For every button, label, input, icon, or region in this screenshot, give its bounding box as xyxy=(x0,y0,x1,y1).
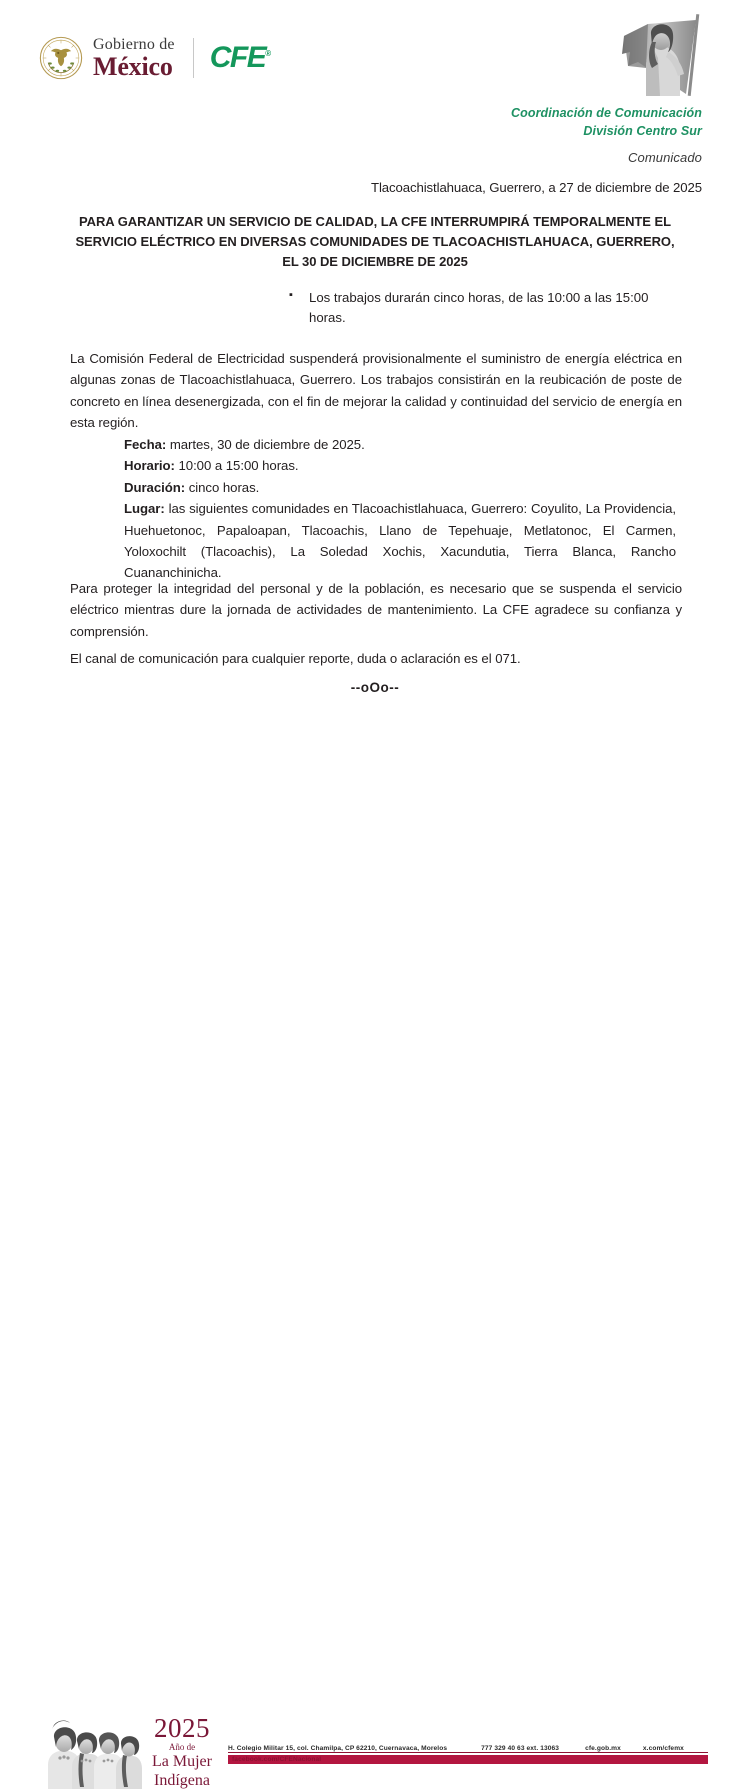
footer-year: 2025 xyxy=(153,1713,210,1743)
detail-label-horario: Horario: xyxy=(124,458,175,474)
gobierno-line2: México xyxy=(93,51,173,81)
footer-facebook-link[interactable]: facebook.com/CFENacional xyxy=(232,1756,322,1763)
coordination-line-1: Coordinación de Comunicación xyxy=(510,106,702,120)
contact-line xyxy=(228,1745,708,1752)
gobierno-line1: Gobierno de xyxy=(93,35,175,53)
comunicado-label: Comunicado xyxy=(628,150,702,166)
paragraph-intro: La Comisión Federal de Electricidad suspenderá provisionalmente el suministro de energía eléctrica en algunas zonas de Tlacoachistlahuaca, Guerrero. Los trabajos consistirán en la reubicación de poste de concreto en línea desenergizada, con el fin de mejorar la calidad y continuidad del servicio de energía en esta región. xyxy=(70,351,682,431)
document-footer xyxy=(0,852,750,1790)
detail-label-duracion: Duración: xyxy=(124,479,186,495)
page-title: PARA GARANTIZAR UN SERVICIO DE CALIDAD, LA CFE INTERRUMPIRÁ TEMPORALMENTE EL SERVICIO ELÉCTRICO EN DIVERSAS COMUNIDADES DE TLACOACHISTLAHUACA, GUERRERO, EL 30 DE DICIEMBRE DE 2025 xyxy=(75,214,675,270)
footer-x-link[interactable]: x.com/cfemx xyxy=(642,1745,684,1752)
detail-row-fecha xyxy=(124,434,676,455)
footer-phone: 777 329 40 63 ext. 13063 xyxy=(481,1745,560,1752)
details-list xyxy=(124,434,676,584)
document-header xyxy=(0,0,750,100)
coordination-heading xyxy=(282,104,702,165)
ano-mujer-indigena-wordmark xyxy=(152,1714,212,1791)
section-separator: --oOo-- xyxy=(350,680,400,695)
footer-name-line2: Indígena xyxy=(154,1772,210,1790)
detail-value-horario: 10:00 a 15:00 horas. xyxy=(174,458,299,474)
mujer-bandera-illustration xyxy=(608,8,718,104)
detail-row-duracion xyxy=(124,477,676,498)
cfe-logo xyxy=(210,43,271,73)
footer-accent-bar xyxy=(228,1755,708,1764)
footer-name-line1: La Mujer xyxy=(152,1753,212,1771)
ano-mujer-indigena-logo xyxy=(44,1714,212,1791)
bullet-list xyxy=(285,288,685,329)
paragraph-canal: El canal de comunicación para cualquier reporte, duda o aclaración es el 071. xyxy=(70,651,521,666)
detail-value-fecha: martes, 30 de diciembre de 2025. xyxy=(166,437,365,452)
gobierno-de-mexico-logo xyxy=(38,33,271,83)
coordination-line-2: División Centro Sur xyxy=(583,124,702,139)
detail-label-fecha: Fecha: xyxy=(124,437,167,452)
paragraph-proteger: Para proteger la integridad del personal y de la población, es necesario que se suspenda el servicio eléctrico mientras dure la jornada de actividades de mantenimiento. La CFE agradece su confianza y comprensión. xyxy=(70,581,682,639)
cfe-registered-mark: ® xyxy=(265,49,272,58)
footer-address: H. Colegio Militar 15, col. Chamilpa, CP 62210, Cuernavaca, Morelos xyxy=(228,1745,448,1752)
detail-row-horario xyxy=(124,455,676,476)
detail-row-lugar xyxy=(124,498,676,584)
cfe-logo-text: CFE xyxy=(209,41,266,74)
brand-divider xyxy=(193,38,194,78)
gobierno-wordmark xyxy=(93,37,175,80)
dateline: Tlacoachistlahuaca, Guerrero, a 27 de diciembre de 2025 xyxy=(371,180,702,195)
footer-rule xyxy=(228,1752,708,1753)
detail-value-duracion: cinco horas. xyxy=(185,479,260,495)
mujeres-indigenas-illustration xyxy=(44,1717,144,1789)
list-item: ▪ Los trabajos durarán cinco horas, de las 10:00 a las 15:00 horas. xyxy=(285,288,685,329)
footer-contact-info xyxy=(228,1745,708,1752)
footer-ano-de: Año de xyxy=(168,1742,196,1753)
detail-value-lugar: las siguientes comunidades en Tlacoachistlahuaca, Guerrero: Coyulito, La Providencia, Huehuetonoc, Papaloapan, Tlacoachis, Llano de Tepehuaje, Metlatonoc, El Carmen, Yoloxochilt (Tlacoachis), La Soledad Xochis, Xacundutia, Tierra Blanca, Rancho Cuananchinicha. xyxy=(124,501,676,581)
detail-label-lugar: Lugar: xyxy=(124,501,165,517)
escudo-nacional-icon xyxy=(38,36,84,80)
footer-website-link[interactable]: cfe.gob.mx xyxy=(585,1745,621,1752)
